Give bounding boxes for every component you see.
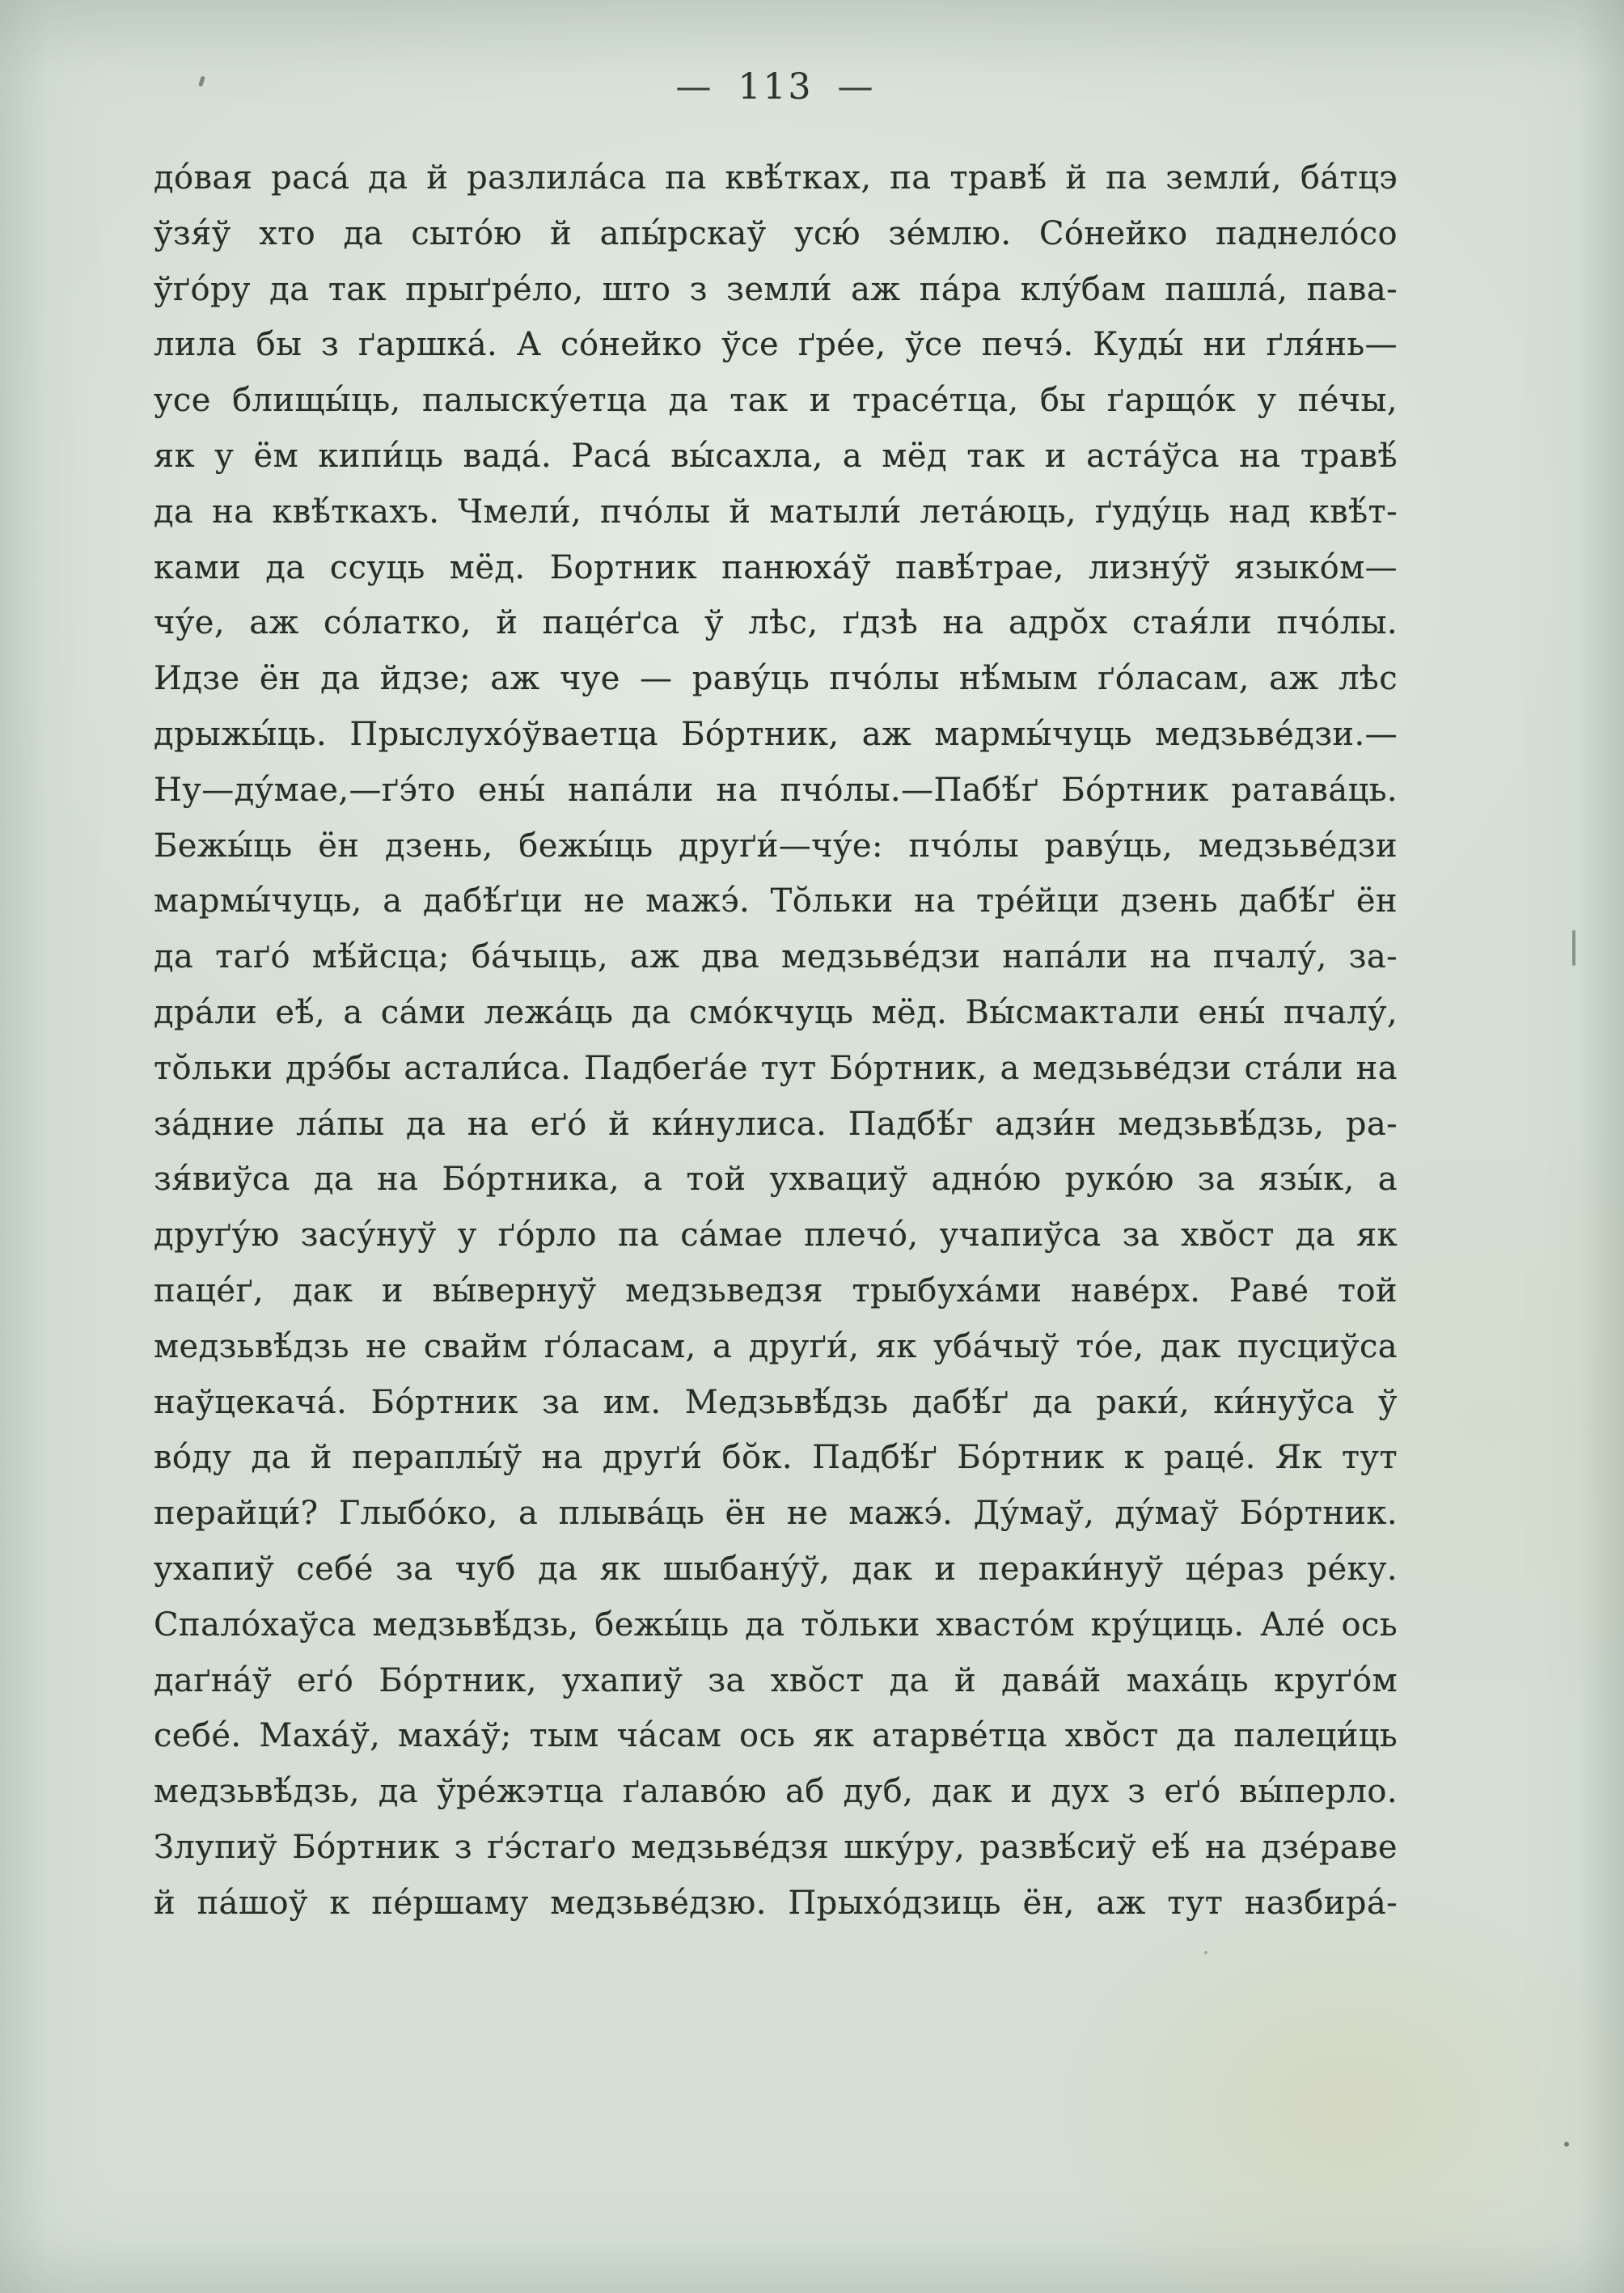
text-line: Злупиў Бо́ртник з ґэ́стаґо медзьве́дзя шку́ру, развѣ́сиў еѣ́ на дзе́раве — [154, 1828, 1398, 1866]
text-line: до́вая раса́ да й разлила́са па квѣ́тках, па травѣ́ й па земли́, ба́тцэ — [154, 159, 1398, 197]
text-line: перайци́? Глыбо́ко, а плыва́ць ён не мажэ́. Ду́маў, ду́маў Бо́ртник. — [154, 1495, 1398, 1533]
text-line: медзьвѣ́дзь не свайм ґо́ласам, а друґи́, як уба́чыў то́е, дак пусциўса — [154, 1327, 1398, 1365]
text-line: ухапиў себе́ за чуб да як шыбану́ў, дак и пераки́нуў це́раз ре́ку. — [154, 1550, 1398, 1588]
paper-speck — [1572, 930, 1575, 966]
page-number-dash-left: — — [675, 66, 714, 108]
text-line: ўґо́ру да так прыґре́ло, што з земли́ аж па́ра клу́бам пашла́, пава- — [154, 270, 1398, 308]
page-number — [154, 66, 1398, 108]
page-number-value: 113 — [738, 66, 814, 108]
text-line: як у ём кипи́ць вада́. Раса́ вы́сахла, а мёд так и аста́ўса на травѣ́ — [154, 437, 1398, 475]
text-line: Спало́хаўса медзьвѣ́дзь, бежы́ць да то̆льки хвасто́м кру́циць. Але́ ось — [154, 1606, 1398, 1644]
text-line: наўцекача́. Бо́ртник за им. Медзьвѣ́дзь дабѣ́ґ да раки́, ки́нуўса ў — [154, 1383, 1398, 1421]
text-line: ками да ссуць мёд. Бортник панюха́ў павѣ́трае, лизну́ў языко́м— — [154, 548, 1398, 586]
text-line: за́дние ла́пы да на еґо́ й ки́нулиса. Падбѣ́г адзи́н медзьвѣ́дзь, ра- — [154, 1105, 1398, 1143]
page-number-dash-right: — — [837, 66, 876, 108]
text-line: зя́виўса да на Бо́ртника, а той ухвациў адно́ю руко́ю за язы́к, а — [154, 1161, 1398, 1199]
text-line: й па́шоў к пе́ршаму медзьве́дзю. Прыхо́дзиць ён, аж тут назбира́- — [154, 1884, 1398, 1922]
text-line: Идзе ён да йдзе; аж чуе — раву́ць пчо́лы нѣ́мым ґо́ласам, аж лѣс — [154, 660, 1398, 698]
text-line: усе блищы́ць, палыску́етца да так и трасе́тца, бы ґарщо́к у пе́чы, — [154, 382, 1398, 420]
text-line: медзьвѣ́дзь, да ўре́жэтца ґалаво́ю аб дуб, дак и дух з еґо́ вы́перло. — [154, 1773, 1398, 1811]
text-line: паце́ґ, дак и вы́вернуў медзьведзя трыбуха́ми наве́рх. Раве́ той — [154, 1271, 1398, 1309]
text-line: да таґо́ мѣ́йсца; ба́чыць, аж два медзьве́дзи напа́ли на пчалу́, за- — [154, 938, 1398, 976]
text-line: мармы́чуць, а дабѣ́ґци не мажэ́. То̆льки на тре́йци дзень дабѣ́ґ ён — [154, 882, 1398, 920]
text-line: ўзя́ў хто да сыто́ю й апы́рскаў усю́ зе́млю. Со́нейко паднело́со — [154, 214, 1398, 252]
paper-speck — [1564, 2142, 1569, 2147]
text-line: лила бы з ґаршка́. А со́нейко ўсе ґре́е, ўсе печэ́. Куды́ ни ґля́нь— — [154, 326, 1398, 364]
text-line: дрыжы́ць. Прыслухо́ўваетца Бо́ртник, аж мармы́чуць медзьве́дзи.— — [154, 715, 1398, 753]
text-line: Бежы́ць ён дзень, бежы́ць друґи́—чу́е: пчо́лы раву́ць, медзьве́дзи — [154, 827, 1398, 865]
paper-speck — [1204, 1951, 1207, 1954]
text-line: во́ду да й пераплы́ў на друґи́ бо̆к. Падбѣ́ґ Бо́ртник к раце́. Як тут — [154, 1439, 1398, 1477]
text-block — [154, 150, 1398, 1931]
text-line: Ну—ду́мае,—ґэ́то ены́ напа́ли на пчо́лы.—Пабѣ́ґ Бо́ртник ратава́ць. — [154, 771, 1398, 809]
text-line: дра́ли еѣ́, а са́ми лежа́ць да смо́кчуць мёд. Вы́смактали ены́ пчалу́, — [154, 993, 1398, 1031]
text-line: себе́. Маха́ў, маха́ў; тым ча́сам ось як атарве́тца хво̆ст да палеци́ць — [154, 1717, 1398, 1755]
text-line: чу́е, аж со́латко, й паце́ґса ў лѣс, ґдзѣ на адро̆х стая́ли пчо́лы. — [154, 604, 1398, 642]
text-line: то̆льки дрэ́бы астали́са. Падбеґа́е тут Бо́ртник, а медзьве́дзи ста́ли на — [154, 1049, 1398, 1087]
text-line: друґу́ю засу́нуў у ґо́рло па са́мае плечо́, учапиўса за хво̆ст да як — [154, 1216, 1398, 1254]
text-line: даґна́ў еґо́ Бо́ртник, ухапиў за хво̆ст да й дава́й маха́ць круґо́м — [154, 1661, 1398, 1699]
text-line: да на квѣ́ткахъ. Чмели́, пчо́лы й матыли́ лета́юць, ґуду́ць над квѣ́т- — [154, 493, 1398, 531]
